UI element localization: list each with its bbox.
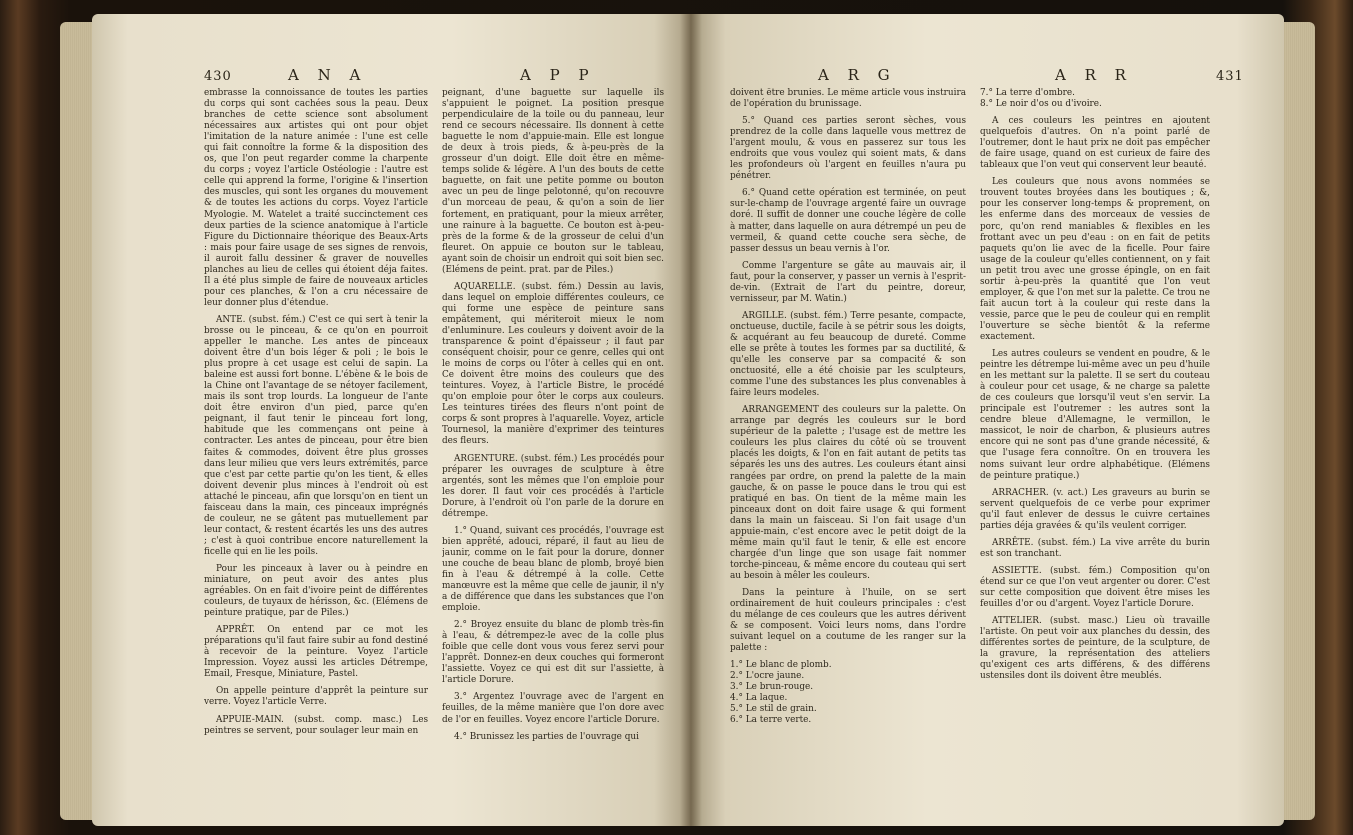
- paragraph: A ces couleurs les peintres en ajoutent quelquefois d'autres. On n'a point parlé de l'outremer, dont le haut prix ne doit pas empêcher de faire usage, quand on est curieux de faire des tableaux que l'on veut qui conservent leur beauté.: [980, 116, 1210, 171]
- paragraph: APPUIE-MAIN. (subst. comp. masc.) Les peintres se servent, pour soulager leur main en: [204, 714, 428, 736]
- color-list-item: 5.° Le stil de grain.: [730, 704, 817, 715]
- right-page-column-1: [730, 88, 966, 810]
- paragraph: ARRANGEMENT des couleurs sur la palette. On arrange par degrés les couleurs sur le bord supérieur de la palette ; l'usage est de mettre les couleurs les plus claires du côté où se trouvent placés les doigts, & l'on en fait autant de petits tas séparés les uns des autres. Les couleurs étant ainsi rangées par ordre, on prend la palette de la main gauche, & on passe le pouce dans le trou qui est pratiqué en bas. On tient de la même main les pinceaux dont on doit faire usage & qui forment dans la main un faisceau. Si l'on fait usage d'un appuie-main, c'est encore avec le petit doigt de la même main qu'il faut le tenir, & elle est encore chargée d'un linge que son usage fait nommer torche-pinceau, & même encore du couteau qui sert au besoin à mêler les couleurs.: [730, 405, 966, 581]
- paragraph: APPRÊT. On entend par ce mot les préparations qu'il faut faire subir au fond destiné à recevoir de la peinture. Voyez l'article Impression. Voyez aussi les articles Détrempe, Email, Fresque, Miniature, Pastel.: [204, 625, 428, 680]
- paragraph: Dans la peinture à l'huile, on se sert ordinairement de huit couleurs principales : c'est du mélange de ces couleurs que les autres dérivent & se composent. Voici leurs noms, dans l'ordre suivant lequel on a coutume de les ranger sur la palette :: [730, 587, 966, 654]
- color-list-item: 1.° Le blanc de plomb.: [730, 660, 832, 671]
- paragraph: 5.° Quand ces parties seront sèches, vous prendrez de la colle dans laquelle vous mettrez de l'argent moulu, & vous en passerez sur tous les endroits que vous voulez qui soient mats, & dans les profondeurs où l'argent en feuilles n'aura pu pénétrer.: [730, 116, 966, 182]
- paragraph: Les autres couleurs se vendent en poudre, & le peintre les détrempe lui-même avec un peu d'huile en les mettant sur la palette. Il se sert du couteau à couleur pour cet usage, & ne charge sa palette de ces couleurs que lorsqu'il veut s'en servir. La principale est l'outremer : les autres sont la cendre bleue d'Allemagne, le vermillon, le massicot, le noir de charbon, & plusieurs autres encore qui ne sont pas d'une grande nécessité, & que l'usage fera connoître. On en trouvera les noms suivant leur ordre alphabétique. (Elémens de peinture pratique.): [980, 349, 1210, 481]
- paragraph: 3.° Argentez l'ouvrage avec de l'argent en feuilles, de la même manière que l'on dore avec de l'or en feuilles. Voyez encore l'article Dorure.: [442, 692, 664, 725]
- right-head-word-1: A R G: [818, 66, 897, 84]
- paragraph: embrasse la connoissance de toutes les parties du corps qui sont cachées sous la peau. Deux branches de cette science sont absolument nécessaires aux artistes qui ont pour objet l'imitation de la nature animée : l'une est celle qui fait connoître la forme & la disposition des os, que l'on peut regarder comme la charpente du corps ; voyez l'article Ostéologie : l'autre est celle qui apprend la forme, l'origine & l'insertion des muscles, qui sont les organes du mouvement & de toutes les actions du corps. Voyez l'article Myologie. M. Watelet a traité succinctement ces deux parties de la science anatomique à l'article Figure du Dictionnaire théorique des Beaux-Arts : mais pour faire usage de ses signes de renvois, il auroit fallu dessiner & graver de nouvelles planches au lieu de celles qui étoient déja faites. Il a été plus simple de faire de nouveaux articles pour ces planches, & l'on a cru nécessaire de leur donner plus d'étendue.: [204, 88, 428, 308]
- left-running-head: [92, 66, 690, 86]
- color-list-item: 8.° Le noir d'os ou d'ivoire.: [980, 99, 1102, 110]
- paragraph: 4.° Brunissez les parties de l'ouvrage qui: [454, 731, 639, 742]
- book-gutter: [680, 14, 702, 826]
- paragraph: On appelle peinture d'apprêt la peinture sur verre. Voyez l'article Verre.: [204, 686, 428, 708]
- color-list-item: 6.° La terre verte.: [730, 715, 812, 726]
- left-page-column-1: [204, 88, 428, 810]
- paragraph: Pour les pinceaux à laver ou à peindre en miniature, on peut avoir des antes plus agréables. On en fait d'ivoire peint de différentes couleurs, de tuyaux de hérisson, &c. (Elémens de peinture pratique, par de Piles.): [204, 563, 428, 619]
- paragraph: 1.° Quand, suivant ces procédés, l'ouvrage est bien apprêté, adouci, réparé, il faut au lieu de jaunir, comme on le fait pour la dorure, donner une couche de beau blanc de plomb, broyé bien fin à l'eau & détrempé à la colle. Cette manœuvre est la même que celle de jaunir, il n'y a de différence que dans les substances que l'on emploie.: [442, 525, 664, 614]
- paragraph: ARGILLE. (subst. fém.) Terre pesante, compacte, onctueuse, ductile, facile à se pétrir sous les doigts, & acquérant au feu beaucoup de dureté. Comme elle se prête à toutes les formes par sa ductilité, & qu'elle les conserve par sa compacité & son onctuosité, elle a été choisie par les sculpteurs, comme l'une des substances les plus convenables à faire leurs modeles.: [730, 310, 966, 399]
- right-head-word-2: A R R: [1055, 66, 1133, 84]
- color-list-item: 4.° La laque.: [730, 693, 788, 704]
- color-list-item: 3.° Le brun-rouge.: [730, 682, 814, 693]
- left-head-word-2: A P P: [520, 66, 596, 84]
- paragraph: ANTE. (subst. fém.) C'est ce qui sert à tenir la brosse ou le pinceau, & ce qu'on en pourroit appeller le manche. Les antes de pinceaux doivent être d'un bois léger & poli ; le bois le plus propre à cet usage est celui de sapin. La baleine est aussi fort bonne. L'ébène & le bois de la Chine ont l'avantage de se nétoyer facilement, mais ils sont trop lourds. La longueur de l'ante doit être environ d'un pied, parce qu'en peignant, il faut tenir le pinceau fort long, habitude que les commençans ont peine à contracter. Les antes de pinceau, pour être bien faites & commodes, doivent être plus grosses dans leur milieu que vers leurs extrémités, parce que c'est par cette partie qu'on les tient, & elles doivent devenir plus minces à l'endroit où est attaché le pinceau, afin que lorsqu'on en tient un faisceau dans la main, ces pinceaux imprégnés de couleur, ne se gâtent pas mutuellement par leur contact, & restent écartés les uns des autres ; c'est à quoi contribue encore naturellement la ficelle qui en lie les poils.: [204, 314, 428, 557]
- color-list-item: 7.° La terre d'ombre.: [980, 88, 1075, 98]
- right-page-number: 431: [1216, 69, 1244, 84]
- right-page-column-2: [980, 88, 1210, 810]
- paragraph: doivent être brunies. Le même article vous instruira de l'opération du brunissage.: [730, 88, 966, 110]
- paragraph: Comme l'argenture se gâte au mauvais air, il faut, pour la conserver, y passer un vernis à l'esprit-de-vin. (Extrait de l'art du peintre, doreur, vernisseur, par M. Watin.): [730, 260, 966, 304]
- paragraph: Les couleurs que nous avons nommées se trouvent toutes broyées dans les boutiques ; &, pour les conserver long-temps & proprement, on les enferme dans des morceaux de vessies de porc, qu'on rend maniables & flexibles en les frottant avec un peu d'eau : on en fait de petits paquets qu'on lie avec de la ficelle. Pour faire usage de la couleur qu'elles contiennent, on y fait un petit trou avec une grosse épingle, on en fait sortir à-peu-près la quantité que l'on veut employer, & que l'on met sur la palette. Ce trou ne fait aucun tort à la couleur qui reste dans la vessie, parce que le peu de couleur qui en remplit l'ouverture se sèche bientôt & la referme exactement.: [980, 177, 1210, 342]
- paragraph: ARRÊTE. (subst. fém.) La vive arrête du burin est son tranchant.: [980, 537, 1210, 559]
- page-edges-left: [60, 22, 94, 820]
- left-head-word-1: A N A: [288, 66, 368, 84]
- paragraph: 6.° Quand cette opération est terminée, on peut sur-le-champ de l'ouvrage argenté faire un ouvrage doré. Il suffit de donner une couche légère de colle à matter, dans laquelle on aura détrempé un peu de vermeil, & quand cette couche sera sèche, de passer dessus un beau vernis à l'or.: [730, 188, 966, 254]
- left-page: [92, 14, 690, 826]
- right-running-head: [690, 66, 1284, 86]
- paragraph: ARRACHER. (v. act.) Les graveurs au burin se servent quelquefois de ce verbe pour exprimer qu'il faut enlever de dessus le cuivre certaines parties déja gravées & qu'ils veulent corriger.: [980, 487, 1210, 531]
- paragraph: 2.° Broyez ensuite du blanc de plomb très-fin à l'eau, & détrempez-le avec de la colle plus foible que celle dont vous vous ferez servi pour l'apprêt. Donnez-en deux couches qui formeront l'assiette. Voyez ce qui est dit sur l'assiette, à l'article Dorure.: [442, 620, 664, 686]
- page-edges-right: [1283, 22, 1315, 820]
- paragraph: AQUARELLE. (subst. fém.) Dessin au lavis, dans lequel on emploie différentes couleurs, ce qui forme une espèce de peinture sans empâtement, qui mériteroit mieux le nom d'enluminure. Les couleurs y doivent avoir de la transparence & point d'épaisseur ; il faut par conséquent choisir, pour ce genre, celles qui ont le moins de corps ou l'ôter à celles qui en ont. Ce doivent être moins des couleurs que des teintures. Voyez, à l'article Bistre, le procédé qu'on emploie pour ôter le corps aux couleurs. Les teintures tirées des fleurs n'ont point de corps & sont propres à l'aquarelle. Voyez, article Tournesol, la manière d'exprimer des teintures des fleurs.: [442, 281, 664, 447]
- left-page-column-2: [442, 88, 664, 810]
- color-list-item: 2.° L'ocre jaune.: [730, 671, 805, 682]
- left-page-number: 430: [204, 69, 232, 84]
- paragraph: ATTELIER. (subst. masc.) Lieu où travaille l'artiste. On peut voir aux planches du dessin, des différentes sortes de peinture, de la sculpture, de la gravure, la représentation des atteliers qu'exigent ces arts différens, & des différens ustensiles dont ils doivent être meublés.: [980, 616, 1210, 682]
- paragraph: ASSIETTE. (subst. fém.) Composition qu'on étend sur ce que l'on veut argenter ou dorer. C'est sur cette composition que doivent être mises les feuilles d'or ou d'argent. Voyez l'article Dorure.: [980, 565, 1210, 610]
- right-page: [690, 14, 1284, 826]
- paragraph: peignant, d'une baguette sur laquelle ils s'appuient le poignet. La position presque perpendiculaire de la toile ou du panneau, leur rend ce secours nécessaire. Ils donnent à cette baguette le nom d'appuie-main. Elle est longue de deux à trois pieds, & à-peu-près de la grosseur d'un doigt. Elle doit être en même-temps solide & légère. A l'un des bouts de cette baguette, on fait une petite pomme ou bouton avec un peu de linge pelotonné, qu'on recouvre d'un morceau de peau, & qu'on a soin de lier fortement, en pratiquant, pour la mieux arrêter, une rainure à la baguette. Ce bouton est à-peu-près de la forme & de la grosseur de celui d'un fleuret. On appuie ce bouton sur le tableau, ayant soin de choisir un endroit qui soit bien sec. (Elémens de peint. prat. par de Piles.): [442, 88, 664, 275]
- paragraph: ARGENTURE. (subst. fém.) Les procédés pour préparer les ouvrages de sculpture à être argentés, sont les mêmes que l'on emploie pour les dorer. Il faut voir ces procédés à l'article Dorure, à l'endroit où l'on parle de la dorure en détrempe.: [442, 453, 664, 519]
